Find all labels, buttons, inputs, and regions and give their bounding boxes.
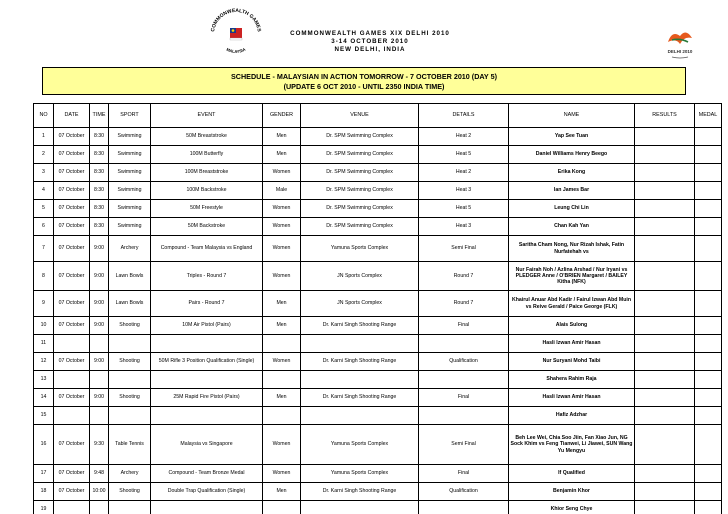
cell-date: 07 October: [54, 146, 90, 164]
cell-no: 9: [34, 291, 54, 317]
column-header-gender: GENDER: [263, 104, 301, 128]
cell-time: [90, 371, 109, 389]
cell-sport: Shooting: [109, 483, 151, 501]
cell-medal: [695, 465, 722, 483]
cell-no: 11: [34, 335, 54, 353]
cell-venue: Dr. Karni Singh Shooting Range: [301, 483, 419, 501]
cell-results: [635, 501, 695, 514]
cell-results: [635, 146, 695, 164]
games-title-line-3: NEW DELHI, INDIA: [334, 46, 406, 53]
cell-sport: Swimming: [109, 146, 151, 164]
cell-event: 100M Backstroke: [151, 182, 263, 200]
cell-details: Heat 3: [419, 182, 509, 200]
cell-medal: [695, 407, 722, 425]
cell-medal: [695, 317, 722, 335]
cell-gender: Women: [263, 200, 301, 218]
cell-date: [54, 371, 90, 389]
cell-event: 50M Breaststroke: [151, 128, 263, 146]
cell-results: [635, 262, 695, 291]
cell-venue: Yamuna Sports Complex: [301, 236, 419, 262]
cell-sport: [109, 371, 151, 389]
table-row: [34, 236, 722, 262]
cell-venue: Dr. SPM Swimming Complex: [301, 182, 419, 200]
cell-results: [635, 483, 695, 501]
cell-event: 50M Freestyle: [151, 200, 263, 218]
cell-event: Compound - Team Bronze Medal: [151, 465, 263, 483]
cell-results: [635, 164, 695, 182]
cell-name: Hasli Izwan Amir Hasan: [509, 335, 635, 353]
cell-results: [635, 353, 695, 371]
cell-sport: Swimming: [109, 218, 151, 236]
cell-no: 19: [34, 501, 54, 514]
cell-name: If Qualified: [509, 465, 635, 483]
table-row: [34, 407, 722, 425]
table-row: [34, 317, 722, 335]
cell-time: 9:48: [90, 465, 109, 483]
cell-event: Triples - Round 7: [151, 262, 263, 291]
cell-medal: [695, 164, 722, 182]
cell-medal: [695, 353, 722, 371]
cell-time: 9:00: [90, 389, 109, 407]
cell-time: 8:30: [90, 146, 109, 164]
cell-name: Hafiz Adzhar: [509, 407, 635, 425]
cell-results: [635, 335, 695, 353]
cell-time: 8:30: [90, 218, 109, 236]
cell-gender: Men: [263, 389, 301, 407]
cell-time: 8:30: [90, 128, 109, 146]
cell-medal: [695, 291, 722, 317]
cell-details: [419, 371, 509, 389]
cell-results: [635, 128, 695, 146]
cell-no: 4: [34, 182, 54, 200]
table-row: [34, 291, 722, 317]
column-header-event: EVENT: [151, 104, 263, 128]
cell-date: 07 October: [54, 425, 90, 465]
cell-venue: [301, 501, 419, 514]
cell-no: 14: [34, 389, 54, 407]
cell-venue: Dr. SPM Swimming Complex: [301, 200, 419, 218]
cell-gender: Men: [263, 483, 301, 501]
cell-date: 07 October: [54, 317, 90, 335]
table-row: [34, 483, 722, 501]
table-row: [34, 182, 722, 200]
cell-time: 9:00: [90, 236, 109, 262]
cell-results: [635, 317, 695, 335]
cell-gender: Men: [263, 317, 301, 335]
cell-venue: Dr. SPM Swimming Complex: [301, 164, 419, 182]
cell-sport: Swimming: [109, 200, 151, 218]
cell-no: 10: [34, 317, 54, 335]
cell-name: Ian James Bar: [509, 182, 635, 200]
cell-no: 1: [34, 128, 54, 146]
cell-time: 8:30: [90, 164, 109, 182]
cell-gender: Men: [263, 146, 301, 164]
cell-no: 13: [34, 371, 54, 389]
cell-details: [419, 335, 509, 353]
cell-no: 15: [34, 407, 54, 425]
cell-time: [90, 407, 109, 425]
table-row: [34, 164, 722, 182]
cell-name: Beh Lee Wei, Chia Soo Jiin, Fan Xiao Jun, NG Sock Khim vs Feng Tianwei, Li Jiawei, SUN Wang Yu Mengyu: [509, 425, 635, 465]
cell-time: 10:00: [90, 483, 109, 501]
table-row: [34, 218, 722, 236]
cell-no: 17: [34, 465, 54, 483]
cell-gender: [263, 335, 301, 353]
cell-no: 8: [34, 262, 54, 291]
cell-event: Pairs - Round 7: [151, 291, 263, 317]
cell-results: [635, 371, 695, 389]
cell-venue: JN Sports Complex: [301, 291, 419, 317]
cell-date: 07 October: [54, 262, 90, 291]
cell-sport: [109, 407, 151, 425]
cell-results: [635, 291, 695, 317]
cell-name: Saritha Cham Nong, Nur Rizah Ishak, Fatin Nurfatehah vs: [509, 236, 635, 262]
cell-results: [635, 182, 695, 200]
cell-venue: Dr. Karni Singh Shooting Range: [301, 389, 419, 407]
cell-results: [635, 218, 695, 236]
cell-details: [419, 407, 509, 425]
cell-name: Yap See Tuan: [509, 128, 635, 146]
schedule-table: [33, 103, 722, 514]
cell-medal: [695, 389, 722, 407]
cell-details: Qualification: [419, 483, 509, 501]
cell-name: Leung Chi Lin: [509, 200, 635, 218]
cell-gender: Women: [263, 262, 301, 291]
cell-no: 7: [34, 236, 54, 262]
cell-medal: [695, 128, 722, 146]
cell-medal: [695, 371, 722, 389]
svg-text:DELHI 2010: DELHI 2010: [667, 49, 693, 54]
cell-date: 07 October: [54, 353, 90, 371]
cell-name: Khairul Anuar Abd Kadir / Fairul Izwan Abd Muin vs Reive Gerald / Paice George (FLK): [509, 291, 635, 317]
cell-name: Hasli Izwan Amir Hasan: [509, 389, 635, 407]
cell-details: Final: [419, 317, 509, 335]
cell-sport: Shooting: [109, 389, 151, 407]
games-title-line-1: COMMONWEALTH GAMES XIX DELHI 2010: [290, 30, 450, 37]
cell-venue: JN Sports Complex: [301, 262, 419, 291]
cell-medal: [695, 146, 722, 164]
svg-text:MALAYSIA: MALAYSIA: [225, 46, 247, 54]
column-header-results: RESULTS: [635, 104, 695, 128]
cell-details: Final: [419, 389, 509, 407]
cell-sport: Swimming: [109, 128, 151, 146]
cell-sport: Lawn Bowls: [109, 291, 151, 317]
cell-time: 8:30: [90, 200, 109, 218]
cell-details: Heat 2: [419, 128, 509, 146]
cell-gender: Women: [263, 236, 301, 262]
cell-date: 07 October: [54, 483, 90, 501]
cell-details: Semi Final: [419, 236, 509, 262]
cell-event: Malaysia vs Singapore: [151, 425, 263, 465]
cell-results: [635, 425, 695, 465]
cell-medal: [695, 335, 722, 353]
cell-sport: Swimming: [109, 164, 151, 182]
cell-name: Khior Seng Chye: [509, 501, 635, 514]
cell-gender: Women: [263, 164, 301, 182]
cell-event: [151, 501, 263, 514]
table-row: [34, 425, 722, 465]
cell-details: Heat 2: [419, 164, 509, 182]
cell-venue: [301, 371, 419, 389]
cell-date: 07 October: [54, 128, 90, 146]
cell-medal: [695, 200, 722, 218]
cell-no: 5: [34, 200, 54, 218]
table-row: [34, 465, 722, 483]
cell-time: [90, 335, 109, 353]
cell-name: Shahera Rahim Raja: [509, 371, 635, 389]
cell-date: [54, 335, 90, 353]
cell-results: [635, 236, 695, 262]
page-header: [0, 0, 728, 68]
cell-medal: [695, 236, 722, 262]
cell-details: Qualification: [419, 353, 509, 371]
cell-details: Round 7: [419, 291, 509, 317]
cell-sport: Table Tennis: [109, 425, 151, 465]
table-row: [34, 353, 722, 371]
cell-sport: [109, 501, 151, 514]
cell-details: Heat 5: [419, 200, 509, 218]
column-header-details: DETAILS: [419, 104, 509, 128]
table-row: [34, 200, 722, 218]
cell-gender: Men: [263, 291, 301, 317]
cell-event: 25M Rapid Fire Pistol (Pairs): [151, 389, 263, 407]
cell-time: 9:00: [90, 291, 109, 317]
cell-time: 9:00: [90, 262, 109, 291]
table-row: [34, 371, 722, 389]
cell-no: 12: [34, 353, 54, 371]
cell-gender: Women: [263, 425, 301, 465]
cell-gender: Men: [263, 128, 301, 146]
cell-details: Final: [419, 465, 509, 483]
cell-time: 9:00: [90, 317, 109, 335]
cell-event: Double Trap Qualification (Single): [151, 483, 263, 501]
cell-gender: Women: [263, 218, 301, 236]
cell-date: 07 October: [54, 182, 90, 200]
cell-details: Heat 5: [419, 146, 509, 164]
table-row: [34, 262, 722, 291]
table-header-row: [34, 104, 722, 128]
column-header-sport: SPORT: [109, 104, 151, 128]
games-title: [270, 30, 470, 54]
cell-details: [419, 501, 509, 514]
cell-gender: [263, 501, 301, 514]
cell-date: 07 October: [54, 236, 90, 262]
cell-venue: Dr. Karni Singh Shooting Range: [301, 317, 419, 335]
cell-no: 18: [34, 483, 54, 501]
cell-date: [54, 407, 90, 425]
cell-venue: [301, 407, 419, 425]
cell-event: Compound - Team Malaysia vs England: [151, 236, 263, 262]
cell-event: 100M Breaststroke: [151, 164, 263, 182]
cell-time: 8:30: [90, 182, 109, 200]
cell-venue: Yamuna Sports Complex: [301, 465, 419, 483]
cell-gender: Women: [263, 353, 301, 371]
cell-gender: Male: [263, 182, 301, 200]
cell-name: Alais Sulong: [509, 317, 635, 335]
cell-date: 07 October: [54, 465, 90, 483]
banner-update-note: (UPDATE 6 OCT 2010 - UNTIL 2350 INDIA TIME): [283, 82, 445, 91]
cell-medal: [695, 262, 722, 291]
table-row: [34, 146, 722, 164]
cell-date: 07 October: [54, 200, 90, 218]
cell-event: 10M Air Pistol (Pairs): [151, 317, 263, 335]
cell-venue: Dr. SPM Swimming Complex: [301, 146, 419, 164]
cell-venue: Yamuna Sports Complex: [301, 425, 419, 465]
cell-medal: [695, 182, 722, 200]
cell-venue: Dr. Karni Singh Shooting Range: [301, 353, 419, 371]
column-header-date: DATE: [54, 104, 90, 128]
cell-event: 50M Rifle 3 Position Qualification (Single): [151, 353, 263, 371]
column-header-venue: VENUE: [301, 104, 419, 128]
cell-date: [54, 501, 90, 514]
commonwealth-games-malaysia-logo: [206, 4, 266, 64]
cell-sport: [109, 335, 151, 353]
cell-name: Chan Kah Yan: [509, 218, 635, 236]
games-title-line-2: 3-14 OCTOBER 2010: [331, 38, 409, 45]
banner-title: SCHEDULE - MALAYSIAN IN ACTION TOMORROW - 7 OCTOBER 2010 (DAY 5): [231, 72, 497, 81]
cell-event: 50M Backstroke: [151, 218, 263, 236]
cell-name: Nur Suryani Mohd Taibi: [509, 353, 635, 371]
cell-medal: [695, 483, 722, 501]
cell-date: 07 October: [54, 218, 90, 236]
cell-medal: [695, 425, 722, 465]
cell-no: 16: [34, 425, 54, 465]
cell-results: [635, 200, 695, 218]
cell-gender: [263, 371, 301, 389]
delhi-2010-logo: [662, 26, 698, 62]
cell-sport: Swimming: [109, 182, 151, 200]
cell-gender: Women: [263, 465, 301, 483]
cell-sport: Lawn Bowls: [109, 262, 151, 291]
cell-results: [635, 389, 695, 407]
cell-medal: [695, 218, 722, 236]
cell-sport: Archery: [109, 465, 151, 483]
cell-sport: Shooting: [109, 317, 151, 335]
column-header-time: TIME: [90, 104, 109, 128]
cell-time: 9:00: [90, 353, 109, 371]
svg-text:COMMONWEALTH GAMES: COMMONWEALTH GAMES: [210, 7, 262, 33]
column-header-medal: MEDAL: [695, 104, 722, 128]
column-header-name: NAME: [509, 104, 635, 128]
cell-no: 3: [34, 164, 54, 182]
cell-date: 07 October: [54, 389, 90, 407]
cell-event: [151, 371, 263, 389]
cell-results: [635, 407, 695, 425]
cell-sport: Shooting: [109, 353, 151, 371]
table-row: [34, 335, 722, 353]
cell-event: 100M Butterfly: [151, 146, 263, 164]
cell-event: [151, 335, 263, 353]
schedule-banner: [42, 67, 686, 95]
cell-venue: [301, 335, 419, 353]
cell-time: 9:30: [90, 425, 109, 465]
table-row: [34, 501, 722, 514]
cell-medal: [695, 501, 722, 514]
cell-name: Benjamin Khor: [509, 483, 635, 501]
column-header-no: NO: [34, 104, 54, 128]
cell-details: Heat 3: [419, 218, 509, 236]
cell-date: 07 October: [54, 164, 90, 182]
table-row: [34, 128, 722, 146]
cell-gender: [263, 407, 301, 425]
cell-event: [151, 407, 263, 425]
cell-results: [635, 465, 695, 483]
cell-name: Erika Kong: [509, 164, 635, 182]
cell-date: 07 October: [54, 291, 90, 317]
cell-time: [90, 501, 109, 514]
table-row: [34, 389, 722, 407]
cell-details: Round 7: [419, 262, 509, 291]
cell-name: Nur Fairah Noh / Azlina Arshad / Nur Iryani vs PLEDGER Anne / O'BRIEN Margaret / BAILEY Kitha (NFK): [509, 262, 635, 291]
cell-no: 2: [34, 146, 54, 164]
cell-details: Semi Final: [419, 425, 509, 465]
cell-venue: Dr. SPM Swimming Complex: [301, 128, 419, 146]
cell-no: 6: [34, 218, 54, 236]
cell-name: Daniel Williams Henry Beego: [509, 146, 635, 164]
cell-venue: Dr. SPM Swimming Complex: [301, 218, 419, 236]
cell-sport: Archery: [109, 236, 151, 262]
